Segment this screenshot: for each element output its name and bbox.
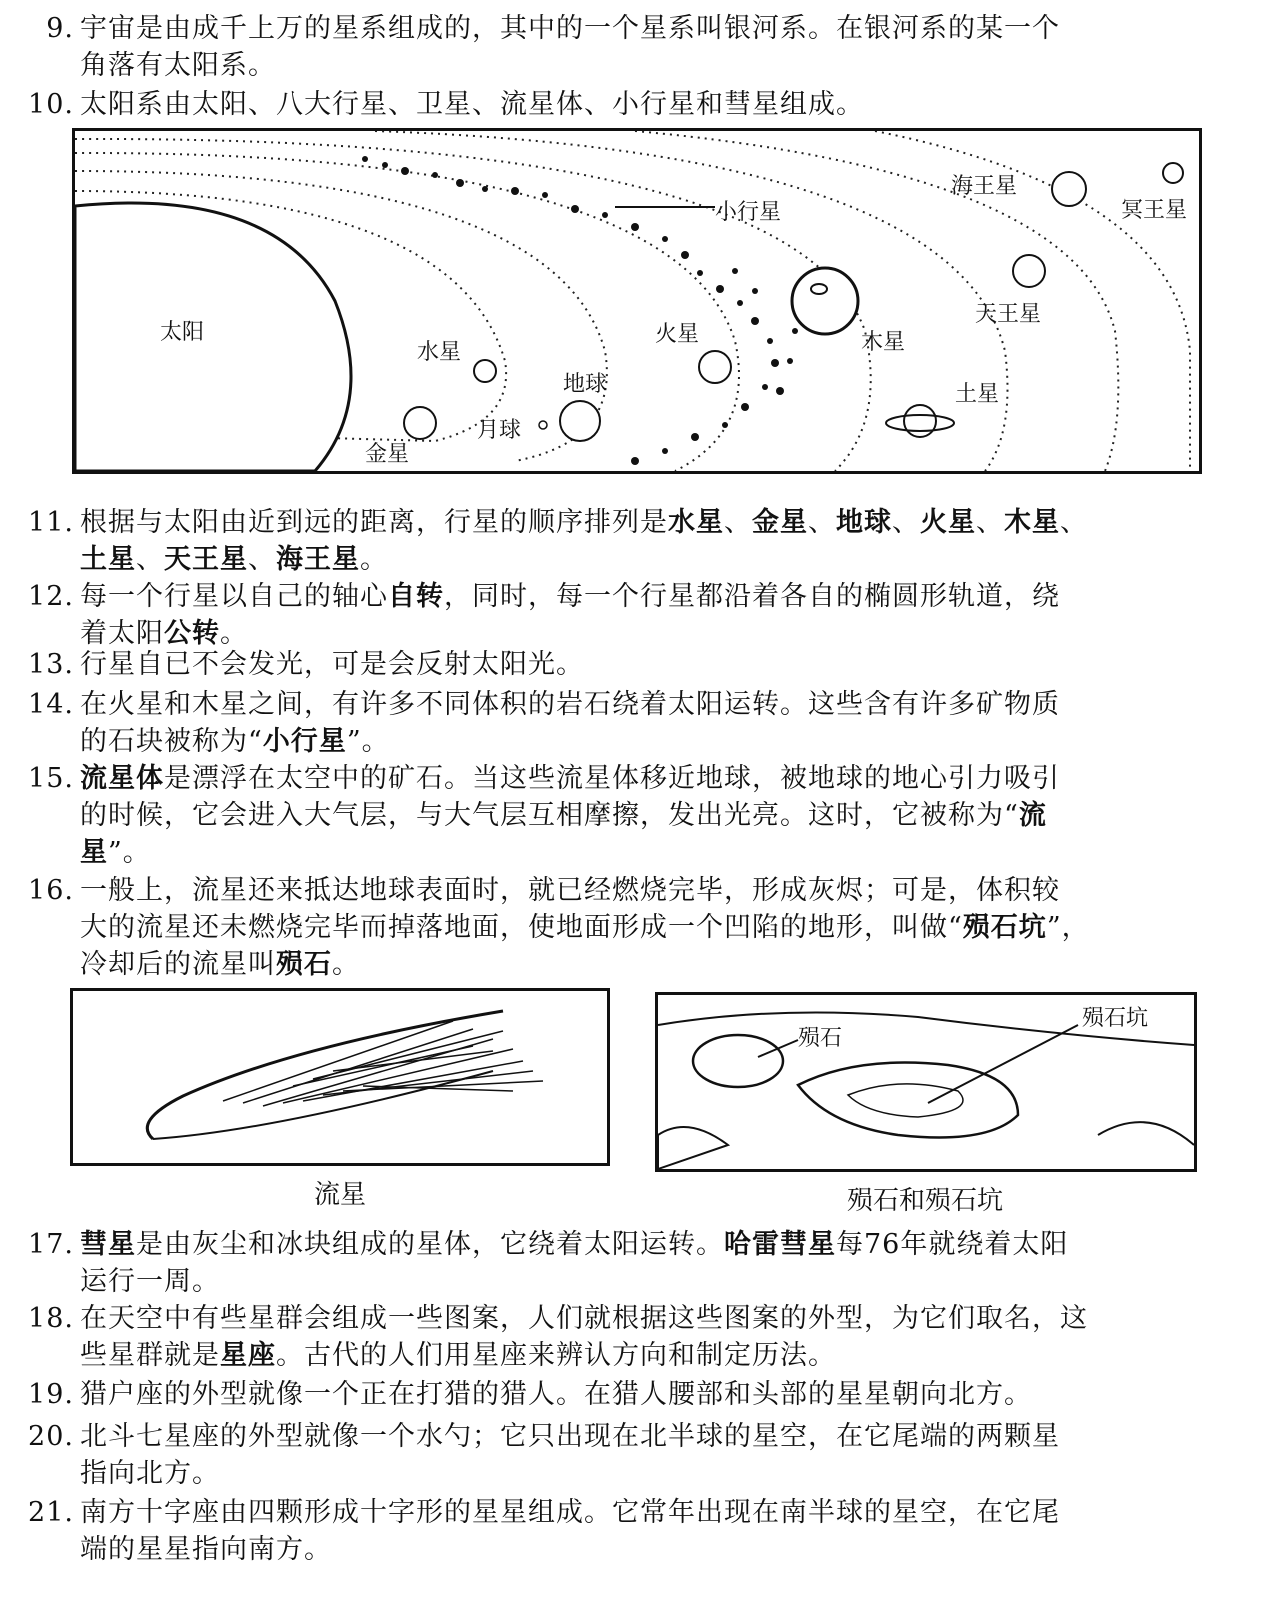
meteor-caption: 流星 — [313, 1180, 366, 1210]
mars-label: 火星 — [655, 322, 700, 347]
meteor-svg — [73, 991, 607, 1163]
earth-label: 地球 — [563, 372, 608, 397]
sun-label: 太阳 — [160, 320, 205, 345]
item-17: 17. 彗星是由灰尘和冰块组成的星体，它绕着太阳运转。哈雷彗星每76年就绕着太阳 运行一周。 — [28, 1229, 1069, 1297]
item-13: 13. 行星自已不会发光，可是会反射太阳光。 — [28, 649, 584, 680]
solar-system-svg — [75, 131, 1199, 471]
crater-svg — [658, 995, 1194, 1169]
solar-system-diagram — [72, 128, 1202, 474]
saturn-label: 土星 — [955, 382, 1000, 407]
item-18: 18. 在天空中有些星群会组成一些图案，人们就根据这些图案的外型，为它们取名，这 些星群就是星座。古代的人们用星座来辨认方向和制定历法。 — [28, 1303, 1088, 1371]
venus-label: 金星 — [365, 442, 410, 467]
item-9: 9. 宇宙是由成千上万的星系组成的，其中的一个星系叫银河系。在银河系的某一个 角落有太阳系。 — [46, 13, 1060, 81]
uranus-label: 天王星 — [975, 302, 1042, 327]
item-12: 12. 每一个行星以自己的轴心自转，同时，每一个行星都沿着各自的椭圆形轨道，绕 着太阳公转。 — [28, 581, 1060, 649]
meteorite-label: 殒石 — [798, 1026, 843, 1051]
pluto-label: 冥王星 — [1121, 198, 1188, 223]
crater-illustration — [655, 992, 1197, 1172]
item-11: 11. 根据与太阳由近到远的距离，行星的顺序排列是水星、金星、地球、火星、木星、 土星、天王星、海王星。 — [28, 507, 1088, 575]
item-20: 20. 北斗七星座的外型就像一个水勺；它只出现在北半球的星空，在它尾端的两颗星 指向北方。 — [28, 1421, 1060, 1489]
item-14: 14. 在火星和木星之间，有许多不同体积的岩石绕着太阳运转。这些含有许多矿物质 的石块被称为“小行星”。 — [28, 689, 1060, 757]
asteroids-label: 小行星 — [715, 200, 782, 225]
item-21: 21. 南方十字座由四颗形成十字形的星星组成。它常年出现在南半球的星空，在它尾 端的星星指向南方。 — [28, 1497, 1060, 1565]
crater-label: 殒石坑 — [1082, 1006, 1149, 1031]
meteorite-rock — [693, 1035, 783, 1087]
item-10: 10. 太阳系由太阳、八大行星、卫星、流星体、小行星和彗星组成。 — [28, 89, 864, 120]
crater-caption: 殒石和殒石坑 — [846, 1186, 1003, 1216]
item-16: 16. 一般上，流星还来抵达地球表面时，就已经燃烧完毕，形成灰烬；可是，体积较 大的流星还未燃烧完毕而掉落地面，使地面形成一个凹陷的地形，叫做“殒石坑”， 冷却后的流星叫殒石。 — [28, 875, 1090, 980]
meteor-illustration — [70, 988, 610, 1166]
item-19: 19. 猎户座的外型就像一个正在打猎的猎人。在猎人腰部和头部的星星朝向北方。 — [28, 1379, 1032, 1410]
moon-label: 月球 — [477, 418, 522, 443]
item-15: 15. 流星体是漂浮在太空中的矿石。当这些流星体移近地球，被地球的地心引力吸引 的时候，它会进入大气层，与大气层互相摩擦，发出光亮。这时，它被称为“流 星”。 — [28, 763, 1060, 868]
mercury-label: 水星 — [417, 340, 462, 365]
jupiter-label: 木星 — [861, 330, 906, 355]
sun-shape — [75, 203, 351, 471]
neptune-label: 海王星 — [951, 174, 1018, 199]
